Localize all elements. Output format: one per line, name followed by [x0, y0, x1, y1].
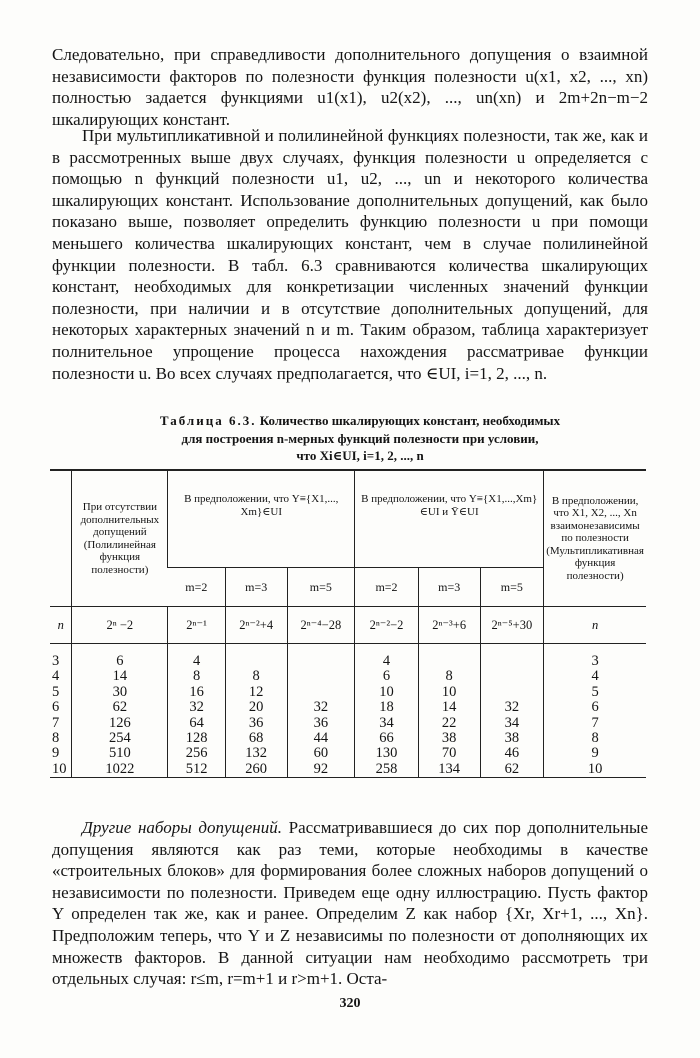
table-cell: 62	[480, 762, 544, 778]
formula-cell: 2ⁿ⁻⁴−28	[287, 607, 355, 644]
table-cell: 9	[52, 745, 60, 762]
table-cell: 34	[480, 716, 544, 731]
table-cell: 44	[287, 731, 355, 746]
table-cell: 10	[50, 762, 72, 778]
table-cell	[480, 654, 544, 669]
paragraph-multiplicative: При мультипликативной и полилинейной функциях полезности, так же, как и в рассмотренных выше двух случаях, функция полезности u определяется с помощью n функций полезности u1, u2, ..., un и некоторого количества шкалирующих констант. Использование дополнительных допущений, как было показано выше, позволяет определить функцию полезности u при помощи меньшего количества шкалирующих констант, чем в случае полилинейной функции полезности. В табл. 6.3 сравниваются количества шкалирующих констант, необходимых для конкретизации численных значений функции полезности, при наличии и в отсутствие дополнительных допущений, для некоторых характерных значений n и m. Таким образом, таблица характеризует полнительное упрощение процесса нахождения рассматривае функции полезности u. Во всех случаях предполагается, что ∈UI, i=1, 2, ..., n.	[52, 126, 648, 383]
table-cell: 36	[225, 716, 287, 731]
subheader-m: m=3	[225, 568, 287, 607]
table-cell: 6	[72, 654, 168, 669]
table-row	[50, 700, 646, 715]
table-cell: 10	[544, 762, 646, 778]
table-cell: 18	[355, 700, 419, 715]
table-cell: 8	[168, 669, 226, 684]
table-cell: 6	[52, 699, 60, 716]
table-cell: 260	[225, 762, 287, 778]
table-cell: 30	[72, 685, 168, 700]
table-cell: 62	[72, 700, 168, 715]
paragraph-intro: Следовательно, при справедливости дополнительного допущения о взаимной независимости факторов по полезности функция полезности u(x1, x2, ..., xn) полностью задается функциями u1(x1), u2(x2), ..., un(xn) и 2m+2n−m−2 шкалирующих констант.	[52, 45, 648, 129]
formula-cell: 2ⁿ −2	[72, 607, 168, 644]
table-cell	[225, 654, 287, 669]
table-cell: 254	[72, 731, 168, 746]
formula-cell: n	[50, 607, 72, 644]
table-cell: 14	[418, 700, 480, 715]
table-caption-line1: Количество шкалирующих констант, необходимых	[259, 413, 561, 428]
table-cell: 8	[418, 669, 480, 684]
scaling-constants-table	[50, 469, 646, 778]
table-cell: 4	[355, 654, 419, 669]
header-without-assumptions: При отсутствии дополнительных допущений (Полилинейная функция полезности)	[72, 470, 168, 607]
header-n-blank	[50, 470, 72, 607]
table-row	[50, 731, 646, 746]
table-cell: 32	[480, 700, 544, 715]
table-cell: 60	[287, 746, 355, 761]
table-cell: 10	[418, 685, 480, 700]
table-cell: 20	[225, 700, 287, 715]
table-cell: 132	[225, 746, 287, 761]
table-caption	[60, 412, 660, 465]
formula-cell: 2ⁿ⁻³+6	[418, 607, 480, 644]
table-cell: 510	[72, 746, 168, 761]
table-cell: 512	[168, 762, 226, 778]
table-caption-label: Таблица 6.3.	[159, 413, 257, 428]
table-row	[50, 746, 646, 761]
header-mutual-independence: В предположении, что X1, X2, ..., Xn взаимонезависимы по полезности (Мультипликативная функция полезности)	[544, 470, 646, 607]
table-cell: 7	[52, 714, 60, 731]
subheader-m: m=5	[480, 568, 544, 607]
table-cell: 10	[355, 685, 419, 700]
table-cell: 130	[355, 746, 419, 761]
table-cell	[287, 685, 355, 700]
table-cell: 256	[168, 746, 226, 761]
table-cell: 38	[480, 731, 544, 746]
subheader-m: m=2	[355, 568, 419, 607]
header-group-y-and-complement-ui: В предположении, что Y≡{X1,...,Xm}∈UI и Ȳ∈UI	[355, 470, 544, 568]
table-row	[50, 669, 646, 684]
page-number: 320	[339, 996, 361, 1011]
table-cell: 6	[355, 669, 419, 684]
table-cell: 258	[355, 762, 419, 778]
table-cell: 3	[544, 654, 646, 669]
table-cell: 5	[52, 683, 60, 700]
table-cell: 4	[544, 669, 646, 684]
table-cell: 9	[544, 746, 646, 761]
formula-cell: 2ⁿ⁻²+4	[225, 607, 287, 644]
table-cell	[480, 685, 544, 700]
formula-cell: n	[544, 607, 646, 644]
table-cell: 12	[225, 685, 287, 700]
table-caption-line3: что Xi∈UI, i=1, 2, ..., n	[296, 448, 424, 463]
table-cell: 128	[168, 731, 226, 746]
paragraph-other-assumptions-lead: Другие наборы допущений.	[82, 818, 282, 837]
formula-row	[50, 607, 646, 644]
table-cell: 3	[52, 653, 60, 669]
formula-cell: 2ⁿ⁻²−2	[355, 607, 419, 644]
table-cell: 46	[480, 746, 544, 761]
table-cell: 68	[225, 731, 287, 746]
table-row	[50, 716, 646, 731]
table-data-rows	[50, 654, 646, 778]
table-cell: 8	[225, 669, 287, 684]
table-cell	[418, 654, 480, 669]
table-cell: 34	[355, 716, 419, 731]
table-cell: 134	[418, 762, 480, 778]
subheader-m: m=2	[168, 568, 226, 607]
table-cell: 64	[168, 716, 226, 731]
table-cell: 22	[418, 716, 480, 731]
table-cell: 8	[544, 731, 646, 746]
table-cell: 5	[544, 685, 646, 700]
header-group-y-ui: В предположении, что Y≡{X1,..., Xm}∈UI	[168, 470, 355, 568]
table-cell: 92	[287, 762, 355, 778]
subheader-m: m=5	[287, 568, 355, 607]
table-cell: 36	[287, 716, 355, 731]
paragraph-other-assumptions-body: Рассматривавшиеся до сих пор дополнительные допущения являются как раз теми, которые необходимы в качестве «строительных блоков» для формирования более сложных наборов допущений о независимости по полезности. Приведем еще одну иллюстрацию. Пусть фактор Y определен так же, как и ранее. Определим Z как набор {Xr, Xr+1, ..., Xn}. Предположим теперь, что Y и Z независимы по полезности от дополняющих их множеств факторов. В данной ситуации нам необходимо рассмотреть три отдельных случая: r≤m, r=m+1 и r>m+1. Оста-	[52, 818, 649, 989]
table-cell: 14	[72, 669, 168, 684]
table-cell: 66	[355, 731, 419, 746]
formula-cell: 2ⁿ⁻¹	[168, 607, 226, 644]
table-cell: 1022	[72, 762, 168, 778]
table-cell: 70	[418, 746, 480, 761]
subheader-m: m=3	[418, 568, 480, 607]
table-cell: 38	[418, 731, 480, 746]
table-cell: 8	[52, 730, 60, 747]
table-row	[50, 654, 646, 669]
table-cell: 32	[168, 700, 226, 715]
table-row	[50, 762, 646, 778]
formula-cell: 2ⁿ⁻⁵+30	[480, 607, 544, 644]
table-cell	[287, 669, 355, 684]
table-cell	[480, 669, 544, 684]
table-caption-line2: для построения n-мерных функций полезности при условии,	[181, 430, 539, 446]
paragraph-other-assumptions	[52, 817, 648, 990]
table-cell: 4	[168, 654, 226, 669]
table-cell: 126	[72, 716, 168, 731]
table-cell	[287, 654, 355, 669]
table-row	[50, 685, 646, 700]
table-cell: 32	[287, 700, 355, 715]
table-cell: 6	[544, 700, 646, 715]
table-cell: 4	[52, 668, 60, 685]
table-cell: 16	[168, 685, 226, 700]
table-cell: 7	[544, 716, 646, 731]
